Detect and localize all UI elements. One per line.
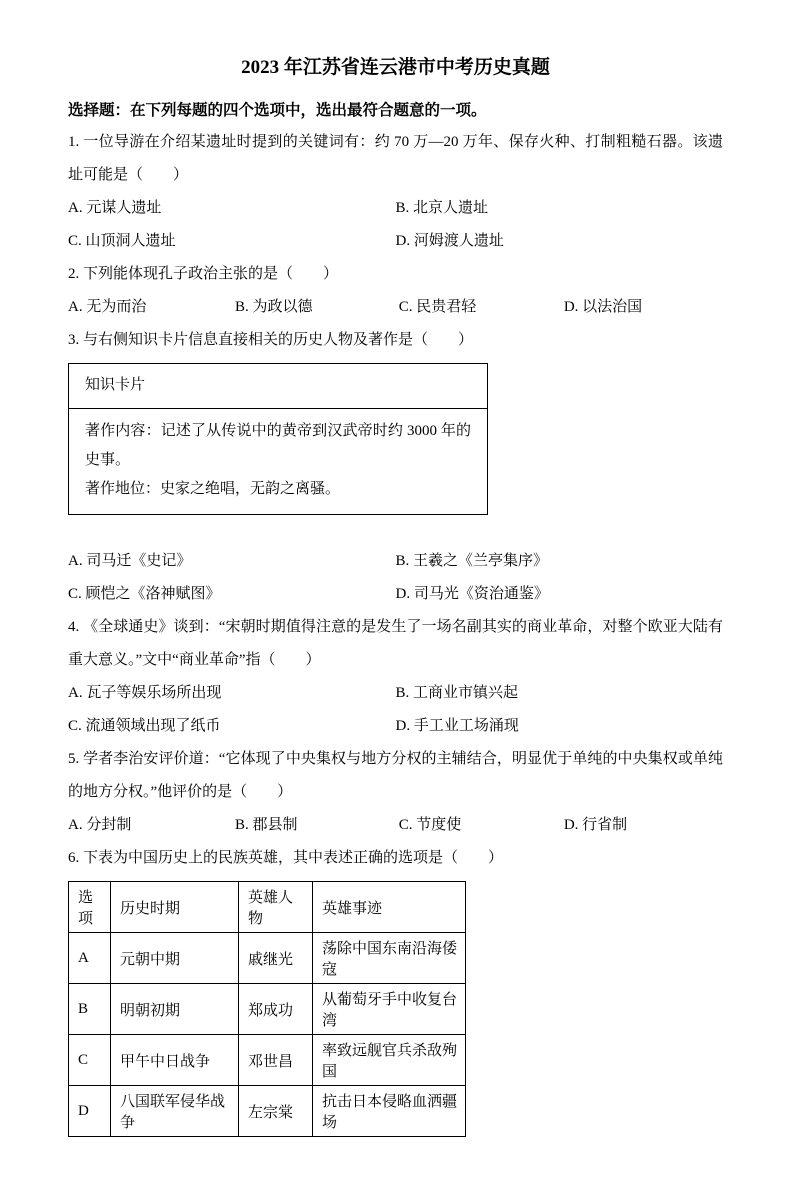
table-cell: 元朝中期 [111,933,239,984]
option-d: D. 司马光《资治通鉴》 [395,586,549,602]
table-cell: 荡除中国东南沿海倭寇 [313,933,466,984]
option-b: B. 王羲之《兰亭集序》 [395,553,549,569]
option-c: C. 流通领域出现了纸币 [68,718,221,734]
table-header-cell: 历史时期 [111,882,239,933]
knowledge-card-title: 知识卡片 [69,364,487,409]
table-cell: 从葡萄牙手中收复台湾 [313,984,466,1035]
table-row-b [69,984,466,1035]
heroes-table [68,881,466,1137]
question-4 [68,611,723,743]
option-b: B. 为政以德 [235,299,313,315]
question-3-options [68,545,723,611]
table-header-row [69,882,466,933]
question-1 [68,126,723,258]
table-row-c [69,1035,466,1086]
option-d: D. 以法治国 [563,299,643,315]
table-cell: A [69,933,111,984]
question-2 [68,258,723,324]
table-cell: 左宗棠 [239,1086,313,1137]
knowledge-card-line-2: 著作地位：史家之绝唱，无韵之离骚。 [85,481,341,497]
question-5-options [68,809,723,842]
knowledge-card [68,363,488,515]
question-6-stem: 6. 下表为中国历史上的民族英雄，其中表述正确的选项是（ ） [68,850,504,866]
question-6 [68,842,723,1137]
table-header-cell: 英雄人物 [239,882,313,933]
option-d: D. 行省制 [563,817,628,833]
question-1-options [68,192,723,258]
question-5-stem: 5. 学者李治安评价道：“它体现了中央集权与地方分权的主辅结合，明显优于单纯的中央集权或单纯的地方分权。”他评价的是（ ） [68,751,723,800]
knowledge-card-body [69,409,487,514]
option-a: A. 无为而治 [68,299,147,315]
question-4-stem: 4. 《全球通史》谈到：“宋朝时期值得注意的是发生了一场名副其实的商业革命，对整个欧亚大陆有重大意义。”文中“商业革命”指（ ） [68,619,723,668]
table-row-a [69,933,466,984]
table-cell: 明朝初期 [111,984,239,1035]
option-d: D. 河姆渡人遗址 [395,233,504,249]
section-header: 选择题：在下列每题的四个选项中，选出最符合题意的一项。 [68,102,487,119]
option-a: A. 司马迁《史记》 [68,553,192,569]
option-b: B. 工商业市镇兴起 [395,685,519,701]
table-cell: 戚继光 [239,933,313,984]
option-c: C. 节度使 [398,817,462,833]
page-title: 2023 年江苏省连云港市中考历史真题 [241,57,550,78]
table-header-cell: 英雄事迹 [313,882,466,933]
option-c: C. 民贵君轻 [398,299,477,315]
table-cell: D [69,1086,111,1137]
option-a: A. 分封制 [68,817,132,833]
table-cell: 郑成功 [239,984,313,1035]
option-a: A. 元谋人遗址 [68,200,162,216]
table-cell: C [69,1035,111,1086]
option-b: B. 北京人遗址 [395,200,489,216]
option-d: D. 手工业工场涌现 [395,718,519,734]
knowledge-card-line-1: 著作内容：记述了从传说中的黄帝到汉武帝时约 3000 年的史事。 [85,423,471,468]
table-row-d [69,1086,466,1137]
option-c: C. 山顶洞人遗址 [68,233,176,249]
table-cell: B [69,984,111,1035]
question-3 [68,324,723,611]
question-2-options [68,291,723,324]
table-cell: 八国联军侵华战争 [111,1086,239,1137]
table-cell: 率致远舰官兵杀敌殉国 [313,1035,466,1086]
option-c: C. 顾恺之《洛神赋图》 [68,586,221,602]
question-1-stem: 1. 一位导游在介绍某遗址时提到的关键词有：约 70 万—20 万年、保存火种、打制粗糙石器。该遗址可能是（ ） [68,134,723,183]
option-a: A. 瓦子等娱乐场所出现 [68,685,222,701]
table-header-cell: 选项 [69,882,111,933]
question-3-stem: 3. 与右侧知识卡片信息直接相关的历史人物及著作是（ ） [68,332,474,348]
question-5 [68,743,723,842]
table-cell: 抗击日本侵略血洒疆场 [313,1086,466,1137]
question-4-options [68,677,723,743]
option-b: B. 郡县制 [235,817,298,833]
table-cell: 邓世昌 [239,1035,313,1086]
table-cell: 甲午中日战争 [111,1035,239,1086]
question-2-stem: 2. 下列能体现孔子政治主张的是（ ） [68,266,339,282]
